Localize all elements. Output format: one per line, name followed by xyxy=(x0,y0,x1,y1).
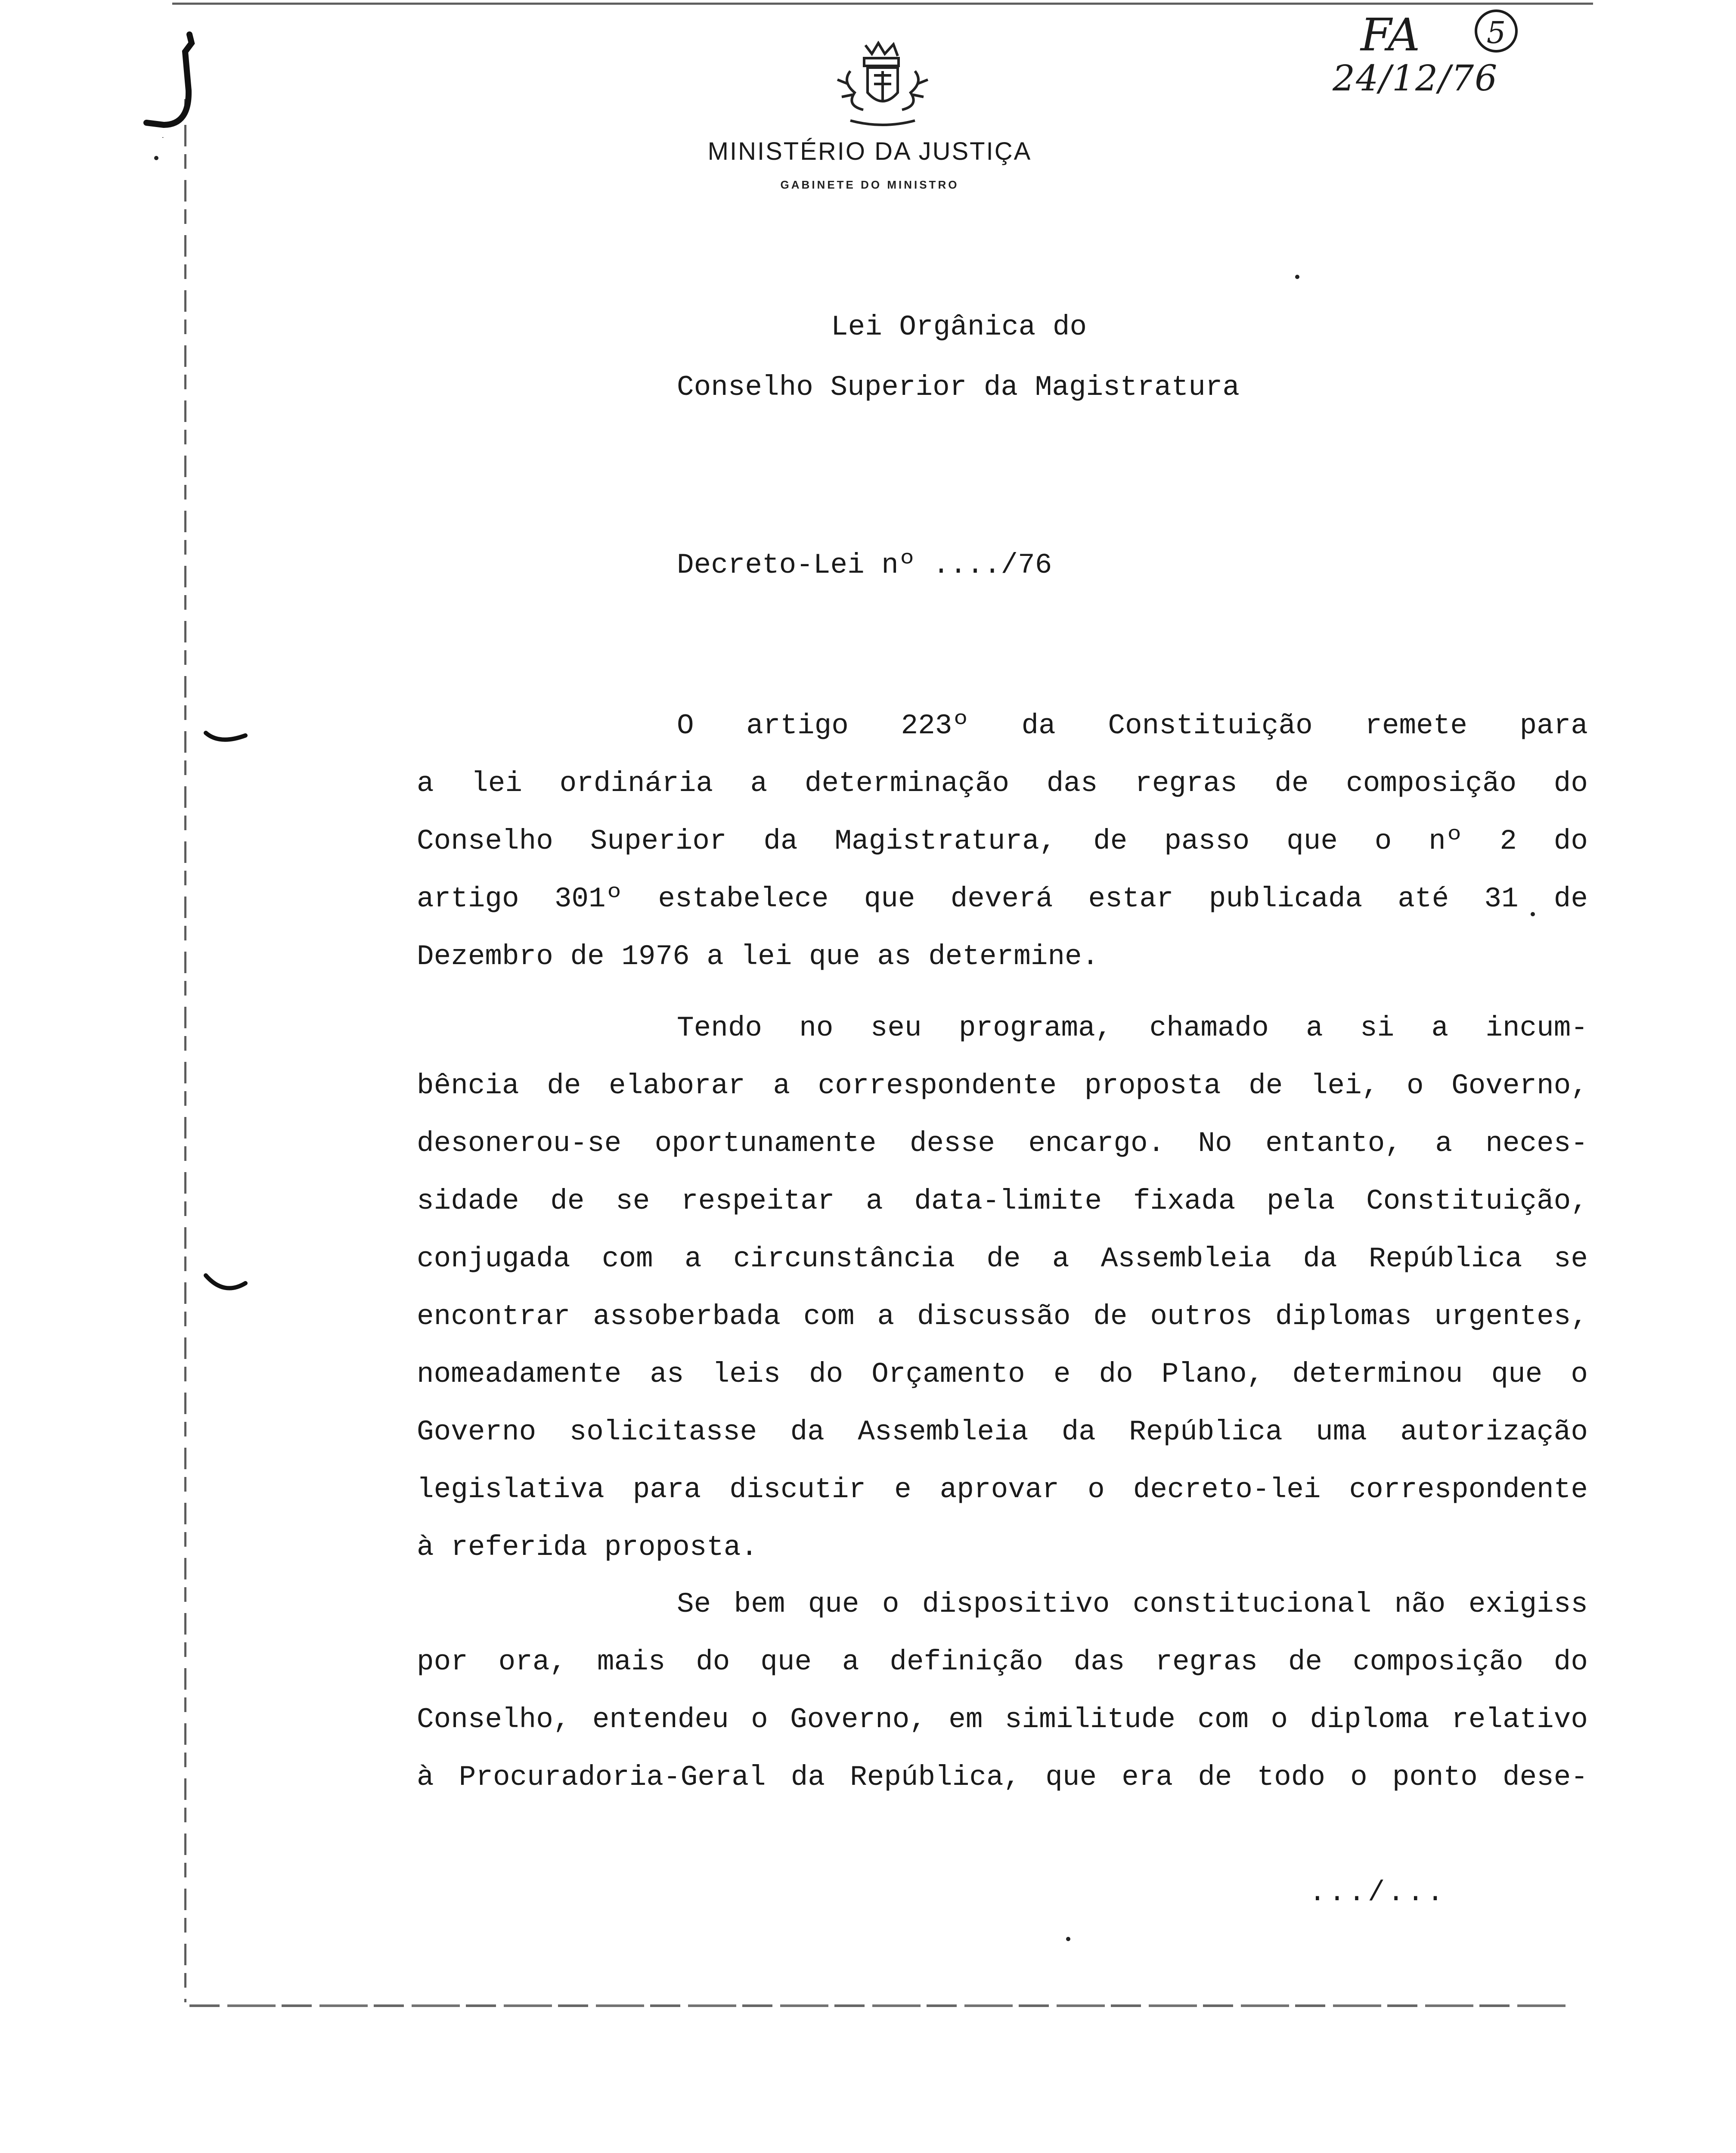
paragraph-1-line: Dezembro de 1976 a lei que as determine. xyxy=(417,940,1099,973)
scan-bottom-edge xyxy=(189,2004,1567,2007)
scan-speck xyxy=(1066,1937,1070,1941)
scan-speck xyxy=(154,156,158,160)
paragraph-2-line: legislativa para discutir e aprovar o decreto-lei correspondente xyxy=(417,1474,1588,1506)
paragraph-2-line: desonerou-se oportunamente desse encargo. No entanto, a neces- xyxy=(417,1127,1588,1160)
paragraph-3-line: Se bem que o dispositivo constitucional não exigiss xyxy=(677,1588,1588,1620)
paragraph-2-line: bência de elaborar a correspondente proposta de lei, o Governo, xyxy=(417,1070,1588,1102)
paragraph-1-line: a lei ordinária a determinação das regras de composição do xyxy=(417,767,1588,800)
ministry-name: MINISTÉRIO DA JUSTIÇA xyxy=(707,137,1032,165)
paragraph-2-line: Tendo no seu programa, chamado a si a incum- xyxy=(677,1012,1588,1044)
paragraph-3-line: à Procuradoria-Geral da República, que era de todo o ponto dese- xyxy=(417,1761,1588,1793)
document-title-line-1: Lei Orgânica do xyxy=(831,311,1087,343)
decree-number: Decreto-Lei nº ..../76 xyxy=(677,549,1052,581)
handwritten-date: 24/12/76 xyxy=(1333,58,1498,99)
paragraph-1-line: Conselho Superior da Magistratura, de passo que o nº 2 do xyxy=(417,825,1588,857)
scan-top-edge xyxy=(172,3,1593,5)
continuation-marker: .../... xyxy=(1309,1877,1447,1909)
paragraph-3-line: Conselho, entendeu o Governo, em similitude com o diploma relativo xyxy=(417,1703,1588,1736)
paragraph-2-line: conjugada com a circunstância de a Assembleia da República se xyxy=(417,1243,1588,1275)
scan-speck xyxy=(1295,275,1299,279)
paragraph-1-line: artigo 301º estabelece que deverá estar publicada até 31 de xyxy=(417,883,1588,915)
hole-punch-mark-icon xyxy=(202,728,250,749)
paragraph-2-line: à referida proposta. xyxy=(417,1531,758,1564)
handwritten-number: 5 xyxy=(1475,9,1518,53)
coat-of-arms-icon xyxy=(825,41,941,127)
hole-punch-mark-icon xyxy=(202,1270,250,1300)
paragraph-2-line: nomeadamente as leis do Orçamento e do Plano, determinou que o xyxy=(417,1358,1588,1390)
document-title-line-2: Conselho Superior da Magistratura xyxy=(677,371,1240,403)
paragraph-1-line: O artigo 223º da Constituição remete para xyxy=(677,710,1588,742)
scan-left-edge xyxy=(184,99,186,2002)
binding-mark-icon xyxy=(138,26,224,138)
paragraph-3-line: por ora, mais do que a definição das regras de composição do xyxy=(417,1646,1588,1678)
paragraph-2-line: Governo solicitasse da Assembleia da República uma autorização xyxy=(417,1416,1588,1448)
paragraph-2-line: sidade de se respeitar a data-limite fixada pela Constituição, xyxy=(417,1185,1588,1217)
paragraph-2-line: encontrar assoberbada com a discussão de outros diplomas urgentes, xyxy=(417,1300,1588,1333)
cabinet-name: GABINETE DO MINISTRO xyxy=(780,178,959,191)
handwritten-ref: FA xyxy=(1361,9,1420,61)
